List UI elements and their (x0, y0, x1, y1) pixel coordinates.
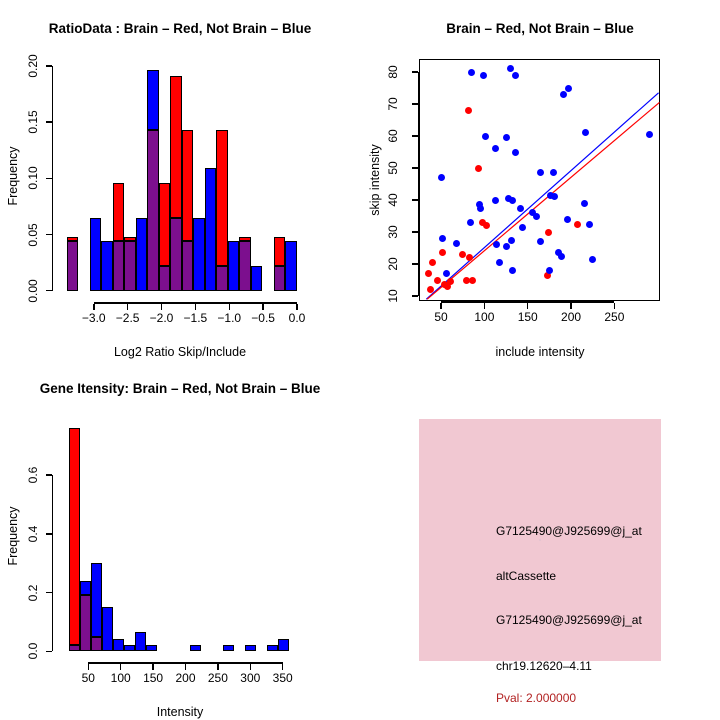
scatter-point (586, 221, 593, 228)
y-tick-label: 80 (386, 65, 400, 79)
scatter-point (517, 205, 524, 212)
x-tick-label: −2.0 (149, 311, 174, 325)
hist-bar-segment (274, 266, 286, 291)
scatter-point (589, 256, 596, 263)
scatter-point (546, 267, 553, 274)
y-axis-tick (46, 178, 52, 180)
hist-bar-segment (124, 237, 136, 241)
x-axis-tick (152, 664, 154, 670)
scatter-point (425, 270, 432, 277)
x-tick-label: −1.5 (183, 311, 208, 325)
hist-bar-segment (113, 183, 125, 241)
x-tick-label: 50 (81, 671, 95, 685)
x-tick-label: 150 (517, 310, 538, 324)
scatter-ylabel: skip intensity (368, 144, 382, 216)
x-tick-label: 100 (110, 671, 131, 685)
hist-bar-segment (69, 645, 80, 652)
hist-bar-segment (80, 581, 91, 596)
scatter-point (560, 91, 567, 98)
x-axis-tick (127, 304, 129, 310)
y-tick-label: 10 (386, 289, 400, 303)
x-axis-tick (570, 303, 572, 309)
x-tick-label: 200 (561, 310, 582, 324)
hist-bar-segment (216, 130, 228, 266)
hist-bar-segment (182, 130, 194, 241)
y-tick-label: 40 (386, 193, 400, 207)
x-axis-tick (614, 303, 616, 309)
hist-bar-segment (69, 428, 80, 645)
x-axis-tick (229, 304, 231, 310)
panel-info-box (360, 360, 720, 720)
x-tick-label: −1.0 (217, 311, 242, 325)
info-locus: chr19.12620–4.11 (496, 659, 592, 673)
scatter-point (533, 213, 540, 220)
hist-bar-segment (136, 218, 148, 291)
y-axis-tick (46, 533, 52, 535)
x-axis-tick (527, 303, 529, 309)
gene-hist-ylabel: Frequency (6, 506, 20, 566)
hist-bar-segment (135, 632, 146, 651)
ratio-hist-title: RatioData : Brain – Red, Not Brain – Blue (48, 21, 312, 36)
y-axis-tick (412, 231, 418, 233)
x-tick-label: −3.0 (81, 311, 106, 325)
y-tick-label: 70 (386, 97, 400, 111)
scatter-point (564, 216, 571, 223)
y-tick-label: 0.00 (26, 279, 40, 303)
hist-bar-segment (67, 237, 79, 241)
scatter-point (565, 85, 572, 92)
scatter-point (475, 165, 482, 172)
x-axis-tick (161, 304, 163, 310)
scatter-title: Brain – Red, Not Brain – Blue (446, 21, 634, 36)
hist-bar-segment (285, 241, 297, 290)
hist-bar-segment (223, 645, 234, 651)
hist-bar-segment (170, 76, 182, 218)
y-tick-label: 0.05 (26, 222, 40, 247)
x-axis-tick (484, 303, 486, 309)
x-axis-tick (185, 664, 187, 670)
x-axis-tick (217, 664, 219, 670)
y-axis-tick (412, 263, 418, 265)
x-axis-tick (93, 304, 95, 310)
hist-bar-segment (274, 237, 286, 266)
x-axis-tick (440, 303, 442, 309)
info-probe-id: G7125490@J925699@j_at (496, 524, 642, 538)
hist-bar-segment (159, 266, 171, 291)
y-axis-tick (412, 103, 418, 105)
scatter-point (558, 253, 565, 260)
hist-bar-segment (182, 241, 194, 290)
fit-blue (426, 93, 658, 299)
x-axis-tick (262, 304, 264, 310)
hist-bar-segment (170, 218, 182, 291)
scatter-point (545, 229, 552, 236)
hist-bar-segment (90, 218, 102, 291)
y-tick-label: 30 (386, 225, 400, 239)
y-axis-line (52, 66, 54, 291)
y-axis-tick (46, 651, 52, 653)
y-axis-tick (46, 290, 52, 292)
info-splice-type: altCassette (496, 569, 557, 583)
hist-bar-segment (267, 645, 278, 651)
hist-bar-segment (113, 639, 124, 652)
y-tick-label: 0.6 (26, 466, 40, 484)
y-tick-label: 20 (386, 257, 400, 271)
x-axis-tick (282, 664, 284, 670)
y-axis-tick (412, 135, 418, 137)
y-tick-label: 0.10 (26, 166, 40, 190)
x-tick-label: 350 (272, 671, 293, 685)
gene-hist-title: Gene Itensity: Brain – Red, Not Brain – Blue (39, 381, 321, 396)
x-axis-tick (88, 664, 90, 670)
x-axis-tick (120, 664, 122, 670)
ratio-hist-ylabel: Frequency (6, 146, 20, 206)
y-axis-tick (46, 592, 52, 594)
scatter-point (429, 259, 436, 266)
scatter-point (443, 270, 450, 277)
gene-hist-xlabel: Intensity (156, 705, 204, 719)
scatter-point (469, 277, 476, 284)
hist-bar-segment (239, 237, 251, 241)
hist-bar-segment (146, 645, 157, 651)
x-tick-label: 150 (143, 671, 164, 685)
y-axis-tick (412, 167, 418, 169)
panel-gene-intensity-histogram (0, 360, 360, 720)
hist-bar-segment (124, 645, 135, 651)
x-tick-label: 250 (207, 671, 228, 685)
scatter-point (519, 224, 526, 231)
hist-bar-segment (159, 183, 171, 266)
x-axis-tick (296, 304, 298, 310)
hist-bar-segment (80, 595, 91, 651)
hist-bar-segment (228, 241, 240, 290)
hist-bar-segment (91, 637, 102, 652)
fit-red (427, 102, 659, 299)
info-pval: Pval: 2.000000 (496, 691, 577, 705)
info-box (419, 419, 661, 705)
scatter-point (482, 133, 489, 140)
hist-bar-segment (278, 639, 289, 652)
y-axis-tick (46, 234, 52, 236)
scatter-point (468, 69, 475, 76)
scatter-point (467, 219, 474, 226)
hist-bar-segment (101, 241, 113, 290)
hist-bar-segment (147, 70, 159, 130)
y-axis-tick (412, 295, 418, 297)
x-tick-label: −2.5 (115, 311, 140, 325)
y-tick-label: 0.15 (26, 110, 40, 134)
hist-bar-segment (205, 168, 217, 291)
y-axis-tick (46, 65, 52, 67)
scatter-point (508, 237, 515, 244)
scatter-point (503, 243, 510, 250)
x-tick-label: 0.0 (288, 311, 306, 325)
y-tick-label: 50 (386, 161, 400, 175)
panel-intensity-scatter (360, 0, 720, 360)
y-tick-label: 60 (386, 129, 400, 143)
scatter-point (512, 72, 519, 79)
hist-bar-segment (239, 241, 251, 290)
hist-bar-segment (193, 218, 205, 291)
y-axis-line (52, 475, 54, 651)
hist-bar-segment (251, 266, 263, 291)
x-tick-label: 200 (175, 671, 196, 685)
y-axis-tick (412, 199, 418, 201)
scatter-point (483, 222, 490, 229)
hist-bar-segment (245, 645, 256, 651)
y-tick-label: 0.2 (26, 584, 40, 601)
hist-bar-segment (113, 241, 125, 290)
hist-bar-segment (216, 266, 228, 291)
y-tick-label: 0.20 (26, 54, 40, 78)
scatter-point (512, 149, 519, 156)
hist-bar-segment (67, 241, 79, 290)
hist-bar-segment (190, 645, 201, 651)
x-tick-label: 250 (604, 310, 625, 324)
scatter-point (480, 72, 487, 79)
hist-bar-segment (102, 607, 113, 651)
y-axis-tick (46, 474, 52, 476)
hist-bar-segment (91, 563, 102, 636)
x-tick-label: −0.5 (251, 311, 275, 325)
x-axis-tick (195, 304, 197, 310)
panel-ratio-histogram (0, 0, 360, 360)
x-tick-label: 50 (434, 310, 448, 324)
scatter-point (477, 205, 484, 212)
info-probe-id-2: G7125490@J925699@j_at (496, 613, 642, 627)
x-tick-label: 300 (240, 671, 261, 685)
y-axis-tick (46, 121, 52, 123)
fit-lines (419, 59, 660, 301)
y-tick-label: 0.0 (26, 642, 40, 660)
scatter-xlabel: include intensity (495, 345, 585, 359)
hist-bar-segment (124, 241, 136, 290)
scatter-point (492, 197, 499, 204)
x-axis-tick (250, 664, 252, 670)
scatter-point (434, 277, 441, 284)
y-tick-label: 0.4 (26, 525, 40, 543)
hist-bar-segment (147, 130, 159, 291)
scatter-point (646, 131, 653, 138)
ratio-hist-xlabel: Log2 Ratio Skip/Include (113, 345, 247, 359)
y-axis-tick (412, 71, 418, 73)
scatter-point (453, 240, 460, 247)
x-tick-label: 100 (474, 310, 495, 324)
